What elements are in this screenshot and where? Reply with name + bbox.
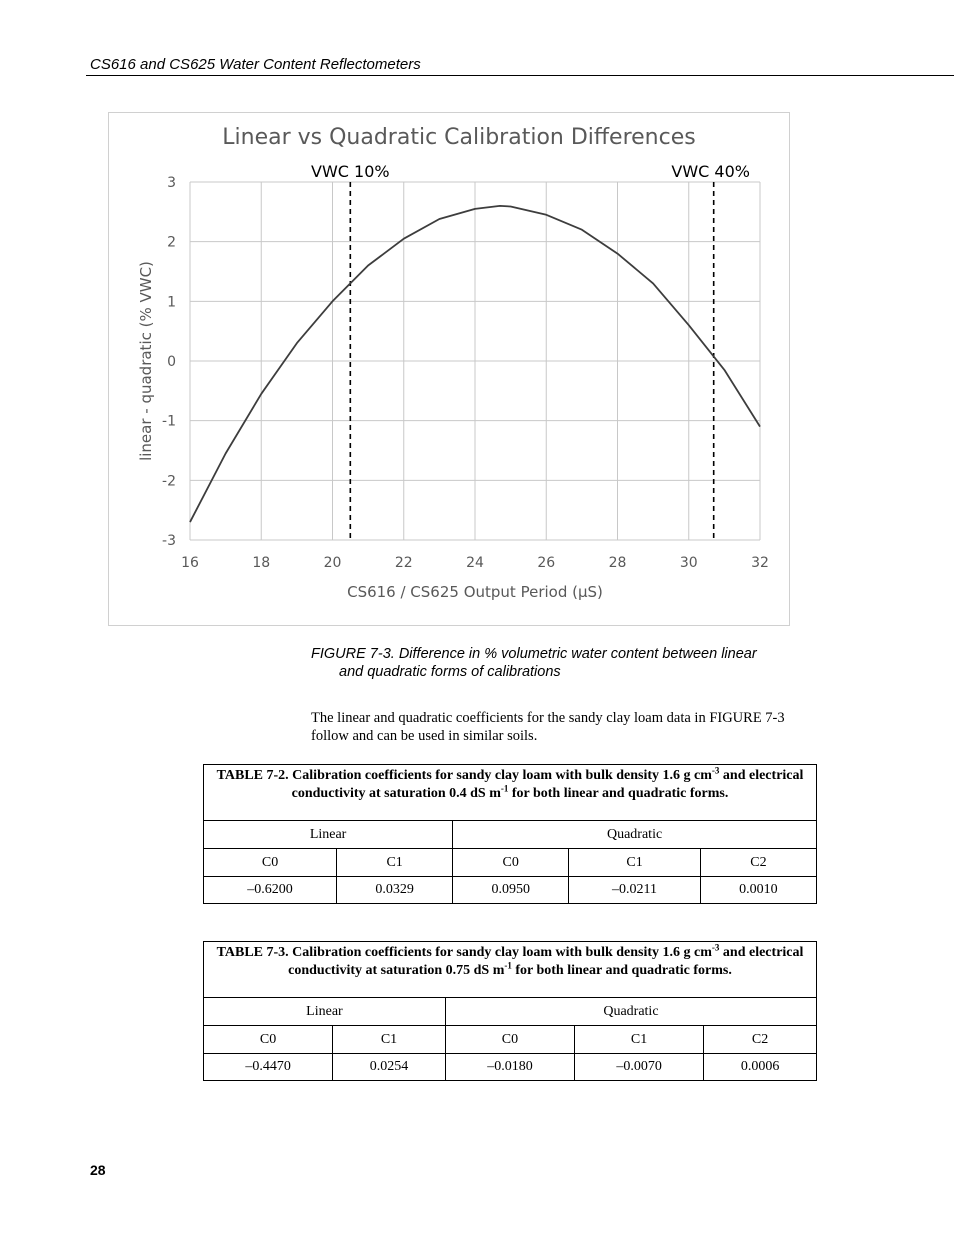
x-tick-label: 16 [181,555,199,571]
chart-gridlines [190,182,760,540]
group-header-quadratic: Quadratic [453,821,817,849]
header-rule [86,75,954,76]
column-header: C0 [453,849,569,877]
table-title: TABLE 7-3. Calibration coefficients for sandy clay loam with bulk density 1.6 g $cm^{-3}$ and electrical conductivity at saturation 0.75 dS $m^{-1}$ for both linear and quadratic forms. [204,942,817,998]
x-tick-label: 30 [679,555,698,571]
vwc-label: VWC 40% [671,162,750,181]
table-cell: –0.6200 [204,877,337,904]
group-header-quadratic: Quadratic [445,998,816,1026]
table-7-2 [203,764,817,904]
y-tick-label: -2 [162,473,176,490]
group-header-linear: Linear [204,821,453,849]
column-header: C2 [700,849,816,877]
x-axis-label: CS616 / CS625 Output Period (µS) [347,583,603,601]
figure-caption-line2: and quadratic forms of calibrations [339,664,561,680]
column-header: C1 [333,1026,446,1054]
x-tick-label: 28 [608,555,627,571]
column-header: C0 [204,1026,333,1054]
table-cell: –0.0070 [575,1054,704,1081]
x-tick-label: 22 [394,555,413,571]
y-tick-label: 1 [167,294,176,311]
x-tick-label: 32 [751,555,769,571]
y-tick-label: 0 [167,354,176,370]
figure-caption-line1: FIGURE 7-3. Difference in % volumetric water content between linear [311,646,757,662]
column-header: C1 [337,849,453,877]
column-header: C1 [569,849,701,877]
chart-annotations [311,162,750,540]
column-header: C2 [704,1026,817,1054]
chart-title: Linear vs Quadratic Calibration Differences [222,125,696,150]
x-tick-label: 26 [537,555,556,571]
table-cell: 0.0254 [333,1054,446,1081]
vwc-label: VWC 10% [311,162,390,181]
table-cell: 0.0006 [704,1054,817,1081]
y-tick-label: -3 [162,533,176,549]
y-tick-label: 2 [167,234,176,251]
y-tick-label: 3 [167,175,176,191]
table-cell: 0.0329 [337,877,453,904]
body-paragraph: The linear and quadratic coefficients for the sandy clay loam data in FIGURE 7-3 follow and can be used in similar soils. [311,710,785,744]
chart-tick-labels [162,175,769,571]
table-title: TABLE 7-2. Calibration coefficients for sandy clay loam with bulk density 1.6 g $cm^{-3}$ and electrical conductivity at saturation 0.4 dS $m^{-1}$ for both linear and quadratic forms. [204,765,817,821]
column-header: C0 [445,1026,574,1054]
y-tick-label: -1 [162,413,176,430]
table-cell: –0.0211 [569,877,701,904]
page-number: 28 [90,1162,106,1178]
y-axis-label: linear - quadratic (% VWC) [137,261,155,461]
running-header: CS616 and CS625 Water Content Reflectometers [90,56,421,73]
table-cell: –0.4470 [204,1054,333,1081]
table-7-3 [203,941,817,1081]
figure-caption [311,645,831,681]
calibration-chart [109,113,789,625]
group-header-linear: Linear [204,998,446,1026]
column-header: C1 [575,1026,704,1054]
column-header: C0 [204,849,337,877]
x-tick-label: 24 [466,555,484,571]
table-cell: –0.0180 [445,1054,574,1081]
table-cell: 0.0010 [700,877,816,904]
figure-chart [108,112,790,626]
x-tick-label: 20 [323,555,342,571]
x-tick-label: 18 [252,555,271,571]
table-cell: 0.0950 [453,877,569,904]
